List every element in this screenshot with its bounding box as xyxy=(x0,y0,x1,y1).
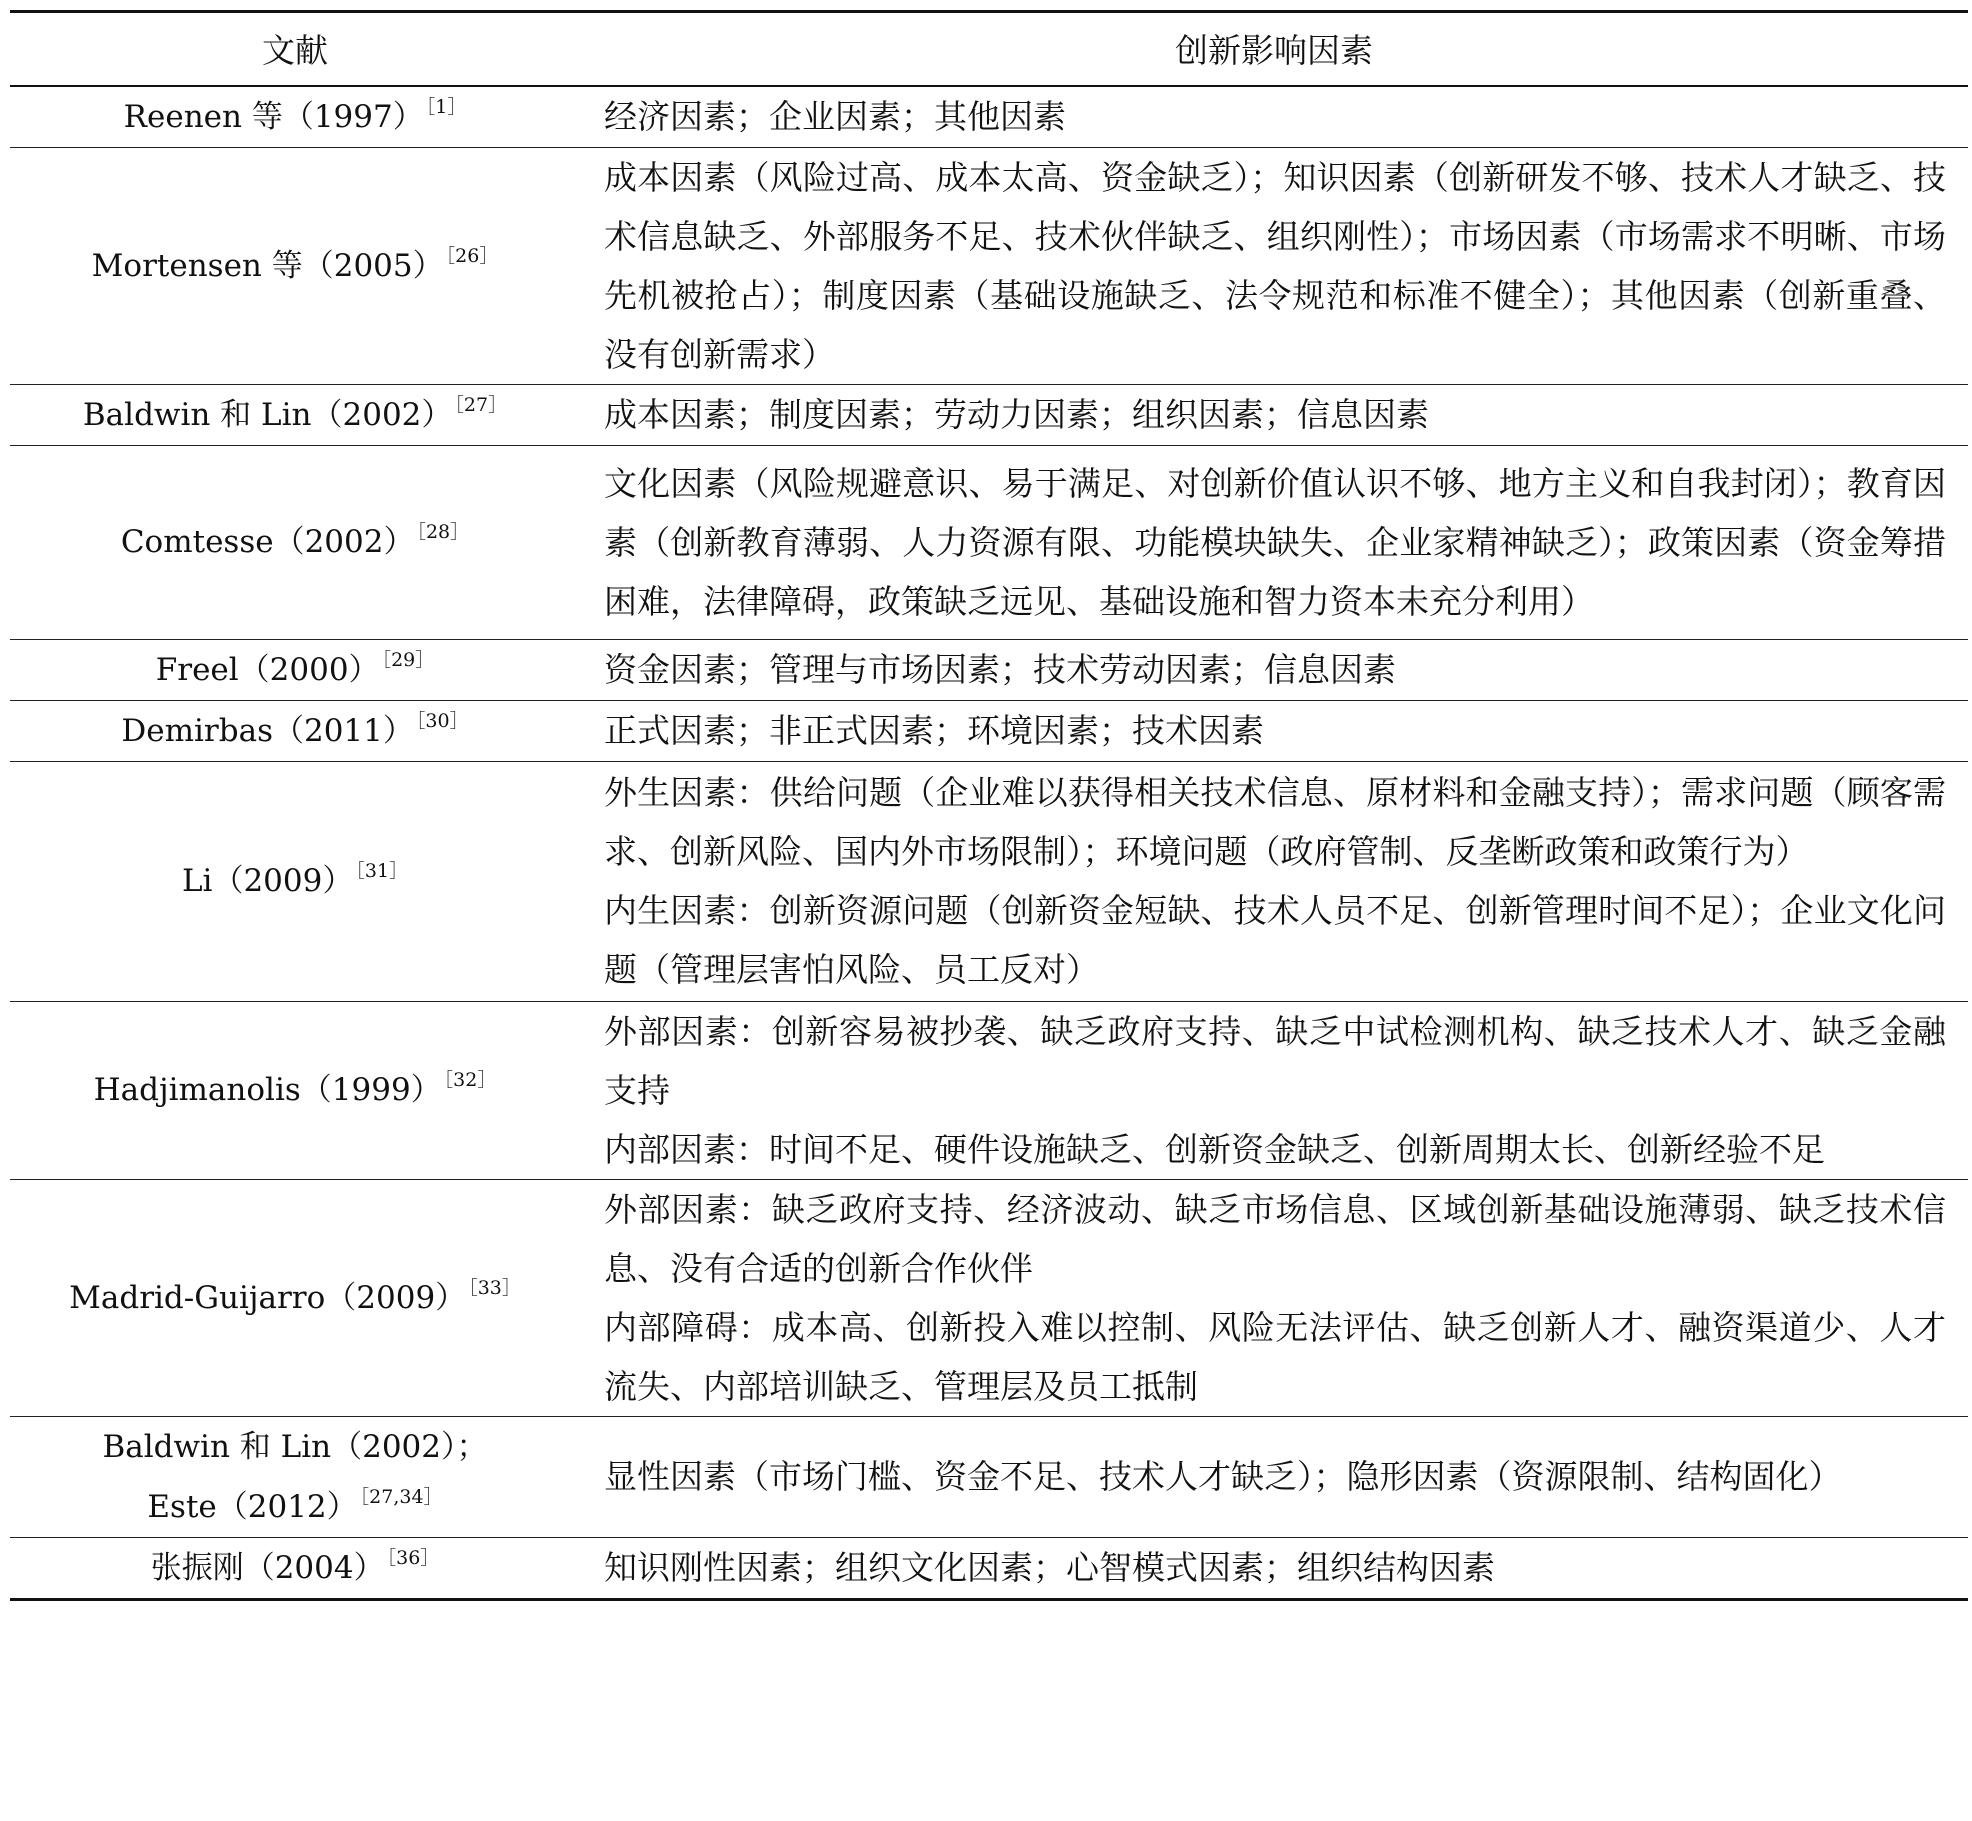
header-factors: 创新影响因素 xyxy=(580,12,1968,86)
table-row xyxy=(10,384,1968,445)
reference-cell xyxy=(10,1179,580,1416)
citation-marker: ［26］ xyxy=(445,244,499,267)
reference-text: 张振刚（2004） xyxy=(150,1549,385,1586)
factors-cell xyxy=(580,1537,1968,1599)
reference-text: Baldwin 和 Lin（2002）； xyxy=(102,1428,488,1465)
reference-cell xyxy=(10,639,580,700)
citation-marker: ［27］ xyxy=(454,393,508,416)
table-row xyxy=(10,761,1968,1001)
citation-marker: ［30］ xyxy=(415,709,469,732)
reference-cell xyxy=(10,1537,580,1599)
factor-paragraph: 外生因素：供给问题（企业难以获得相关技术信息、原材料和金融支持）；需求问题（顾客需求、创新风险、国内外市场限制）；环境问题（政府管制、反垄断政策和政策行为） xyxy=(604,773,1946,871)
factor-paragraph: 成本因素；制度因素；劳动力因素；组织因素；信息因素 xyxy=(604,395,1429,434)
table-row xyxy=(10,700,1968,761)
factor-paragraph: 正式因素；非正式因素；环境因素；技术因素 xyxy=(604,711,1264,750)
citation-marker: ［27,34］ xyxy=(359,1485,443,1508)
reference-text: Baldwin 和 Lin（2002） xyxy=(82,396,453,433)
factor-paragraph: 经济因素；企业因素；其他因素 xyxy=(604,97,1066,136)
factor-paragraph: 内生因素：创新资源问题（创新资金短缺、技术人员不足、创新管理时间不足）；企业文化问题（管理层害怕风险、员工反对） xyxy=(604,891,1946,989)
reference-text: Hadjimanolis（1999） xyxy=(93,1072,442,1108)
factors-cell xyxy=(580,1001,1968,1179)
reference-cell xyxy=(10,445,580,639)
factor-paragraph: 外部因素：缺乏政府支持、经济波动、缺乏市场信息、区域创新基础设施薄弱、缺乏技术信息、没有合适的创新合作伙伴 xyxy=(604,1189,1946,1288)
citation-marker: ［36］ xyxy=(386,1546,440,1569)
factor-paragraph: 文化因素（风险规避意识、易于满足、对创新价值认识不够、地方主义和自我封闭）；教育因素（创新教育薄弱、人力资源有限、功能模块缺失、企业家精神缺乏）；政策因素（资金筹措困难，法律障碍，政策缺乏远见、基础设施和智力资本未充分利用） xyxy=(604,463,1946,621)
factor-paragraph: 显性因素（市场门槛、资金不足、技术人才缺乏）；隐形因素（资源限制、结构固化） xyxy=(604,1457,1842,1496)
table-row xyxy=(10,1537,1968,1599)
reference-text: Freel（2000） xyxy=(155,651,380,688)
table-row xyxy=(10,1416,1968,1537)
reference-cell xyxy=(10,86,580,148)
factors-cell xyxy=(580,384,1968,445)
citation-marker: ［1］ xyxy=(425,95,467,118)
table-row xyxy=(10,1179,1968,1416)
literature-factors-table xyxy=(10,10,1968,1601)
factors-cell xyxy=(580,1179,1968,1416)
factors-cell xyxy=(580,639,1968,700)
table-row xyxy=(10,639,1968,700)
reference-text: Comtesse（2002） xyxy=(120,524,415,560)
factors-cell xyxy=(580,86,1968,148)
reference-text: Mortensen 等（2005） xyxy=(91,247,444,284)
factor-paragraph: 内部因素：时间不足、硬件设施缺乏、创新资金缺乏、创新周期太长、创新经验不足 xyxy=(604,1129,1825,1169)
table-row xyxy=(10,1001,1968,1179)
factor-paragraph: 知识刚性因素；组织文化因素；心智模式因素；组织结构因素 xyxy=(604,1548,1495,1587)
factor-paragraph: 成本因素（风险过高、成本太高、资金缺乏）；知识因素（创新研发不够、技术人才缺乏、技术信息缺乏、外部服务不足、技术伙伴缺乏、组织刚性）；市场因素（市场需求不明晰、市场先机被抢占）；制度因素（基础设施缺乏、法令规范和标准不健全）；其他因素（创新重叠、没有创新需求） xyxy=(604,157,1946,374)
header-reference: 文献 xyxy=(10,12,580,86)
citation-marker: ［32］ xyxy=(443,1069,497,1091)
reference-cell xyxy=(10,761,580,1001)
reference-cell xyxy=(10,384,580,445)
reference-cell xyxy=(10,700,580,761)
table-row xyxy=(10,147,1968,384)
header-row xyxy=(10,12,1968,86)
factors-cell xyxy=(580,761,1968,1001)
factor-paragraph: 资金因素；管理与市场因素；技术劳动因素；信息因素 xyxy=(604,650,1396,689)
factor-paragraph: 外部因素：创新容易被抄袭、缺乏政府支持、缺乏中试检测机构、缺乏技术人才、缺乏金融支持 xyxy=(604,1011,1946,1110)
reference-cell xyxy=(10,147,580,384)
reference-text: Li（2009） xyxy=(181,863,354,899)
citation-marker: ［33］ xyxy=(468,1276,521,1299)
factor-paragraph: 内部障碍：成本高、创新投入难以控制、风险无法评估、缺乏创新人才、融资渠道少、人才流失、内部培训缺乏、管理层及员工抵制 xyxy=(604,1307,1946,1406)
factors-cell xyxy=(580,700,1968,761)
reference-text: Demirbas（2011） xyxy=(121,712,414,749)
table-header xyxy=(10,12,1968,86)
factors-cell xyxy=(580,1416,1968,1537)
factors-cell xyxy=(580,445,1968,639)
citation-marker: ［28］ xyxy=(416,521,470,543)
factors-cell xyxy=(580,147,1968,384)
reference-cell xyxy=(10,1416,580,1537)
reference-text: Este（2012） xyxy=(147,1488,358,1525)
citation-marker: ［29］ xyxy=(381,648,435,671)
table-row xyxy=(10,445,1968,639)
reference-cell xyxy=(10,1001,580,1179)
table-body xyxy=(10,86,1968,1600)
table-row xyxy=(10,86,1968,148)
citation-marker: ［31］ xyxy=(355,860,409,882)
reference-text: Madrid-Guijarro（2009） xyxy=(69,1279,467,1316)
reference-text: Reenen 等（1997） xyxy=(123,98,424,135)
